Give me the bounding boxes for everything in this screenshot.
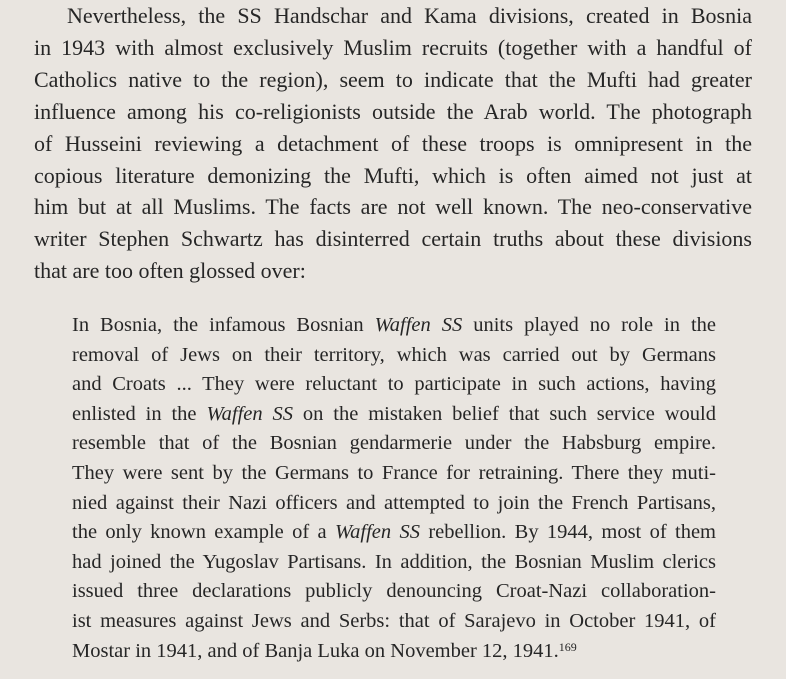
quote-line — [72, 311, 716, 341]
paragraph-line: of Husseini reviewing a detachment of these troops is omnipresent in the — [34, 130, 752, 156]
quote-line: resemble that of the Bosnian gendarmerie under the Habsburg empire. — [72, 432, 716, 455]
quote-italic-term: Waffen SS — [334, 521, 420, 544]
quote-line: removal of Jews on their territory, which was carried out by Germans — [72, 343, 716, 366]
quote-line: had joined the Yugoslav Partisans. In addition, the Bosnian Muslim clerics — [72, 550, 716, 573]
quote-line — [72, 518, 716, 548]
quote-text: units played no role in the — [462, 314, 716, 336]
quote-text: on the mistaken belief that such service would — [293, 402, 716, 425]
quote-italic-term: Waffen SS — [374, 314, 463, 336]
quote-text: the only known example of a — [72, 521, 335, 544]
paragraph-line: Catholics native to the region), seem to indicate that the Mufti had greater — [34, 66, 752, 92]
paragraph-line: that are too often glossed over: — [34, 258, 306, 284]
quote-line: They were sent by the Germans to France for retraining. There they muti- — [72, 461, 716, 484]
quote-italic-term: Waffen SS — [206, 402, 294, 425]
quote-line: issued three declarations publicly denouncing Croat-Nazi collaboration- — [72, 580, 716, 603]
paragraph-line: him but at all Muslims. The facts are not well known. The neo-conservative — [34, 194, 752, 220]
paragraph-line: Nevertheless, the SS Handschar and Kama divisions, created in Bosnia — [67, 3, 752, 28]
paragraph-line: influence among his co-religionists outside the Arab world. The photograph — [34, 98, 752, 124]
paragraph-line: writer Stephen Schwartz has disinterred certain truths about these divisions — [34, 226, 752, 252]
quote-text: Mostar in 1941, and of Banja Luka on November 12, 1941. — [72, 639, 559, 662]
quote-line: nied against their Nazi officers and attempted to join the French Partisans, — [72, 491, 716, 514]
footnote-marker[interactable]: 169 — [558, 639, 577, 654]
quote-text: rebellion. By 1944, most of them — [419, 521, 716, 544]
quote-line: ist measures against Jews and Serbs: that of Sarajevo in October 1941, of — [72, 609, 716, 632]
quote-text: enlisted in the — [72, 402, 207, 425]
block-quote — [72, 311, 716, 666]
quote-text: In Bosnia, the infamous Bosnian — [72, 314, 375, 336]
quote-line: and Croats ... They were reluctant to participate in such actions, having — [72, 373, 716, 396]
quote-line — [72, 637, 716, 667]
quote-line — [72, 400, 716, 430]
paragraph-line: copious literature demonizing the Mufti, which is often aimed not just at — [34, 162, 752, 188]
paragraph-line: in 1943 with almost exclusively Muslim recruits (together with a handful of — [34, 34, 752, 60]
body-paragraph — [34, 0, 752, 287]
